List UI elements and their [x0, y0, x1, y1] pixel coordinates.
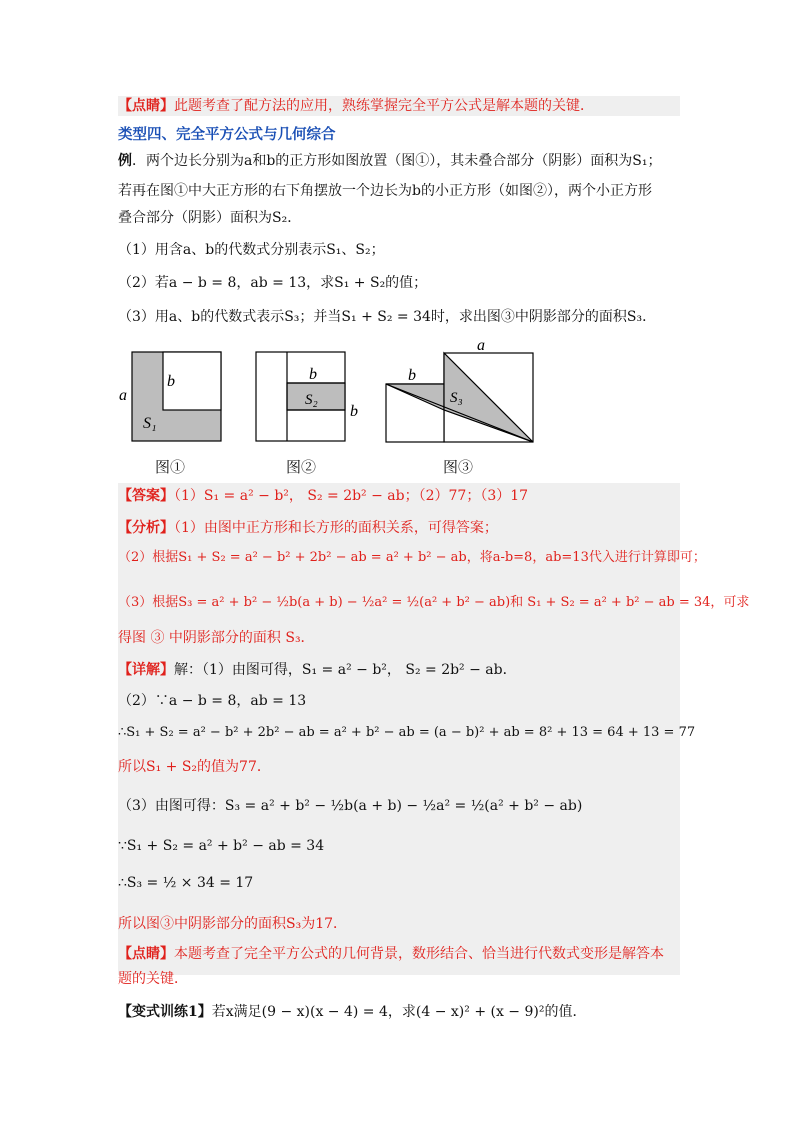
question-3: （3）用a、b的代数式表示S₃；并当S₁ + S₂ = 34时，求出图③中阴影部分的面积S₃． — [118, 309, 657, 325]
example-line-3: 叠合部分（阴影）面积为S₂． — [118, 210, 302, 226]
analysis-line-2: （2）根据S₁ + S₂ = a² − b² + 2b² − ab = a² + b² − ab，将a-b=8，ab=13代入进行计算即可； — [118, 550, 706, 565]
variant-tag: 【变式训练1】 — [118, 1004, 212, 1020]
answer-line — [118, 486, 528, 506]
fig2-label-s: S₂ — [305, 392, 318, 408]
fig2-label-b-right: b — [350, 403, 358, 420]
detail-line-4: 所以S₁ + S₂的值为77． — [118, 759, 271, 775]
answer-tag: 【答案】 — [118, 488, 174, 504]
figure-2 — [250, 348, 365, 448]
fig2-caption: 图② — [286, 458, 317, 476]
tip2-text-1: 本题考查了完全平方公式的几何背景，数形结合、恰当进行代数式变形是解答本 — [174, 946, 664, 962]
example-line-1 — [118, 151, 662, 171]
fig1-label-b: b — [167, 373, 175, 390]
tip2-line-1 — [118, 944, 664, 964]
detail-line-2: （2）∵a − b = 8，ab = 13 — [118, 693, 307, 709]
tip-box-1 — [118, 96, 680, 116]
fig1-label-a: a — [119, 387, 127, 404]
tip-text-1: 此题考查了配方法的应用，熟练掌握完全平方公式是解本题的关键． — [174, 98, 594, 114]
question-1: （1）用含a、b的代数式分别表示S₁、S₂； — [118, 242, 385, 258]
question-2: （2）若a − b = 8，ab = 13，求S₁ + S₂的值； — [118, 275, 428, 291]
detail-tag: 【详解】 — [118, 662, 174, 678]
fig2-label-b-top: b — [309, 366, 317, 383]
tip-tag-1: 【点睛】 — [118, 98, 174, 114]
figure-1 — [115, 348, 225, 448]
example-label: 例 — [118, 153, 132, 169]
answer-text: （1）S₁ = a² − b²， S₂ = 2b² − ab；（2）77；（3）17 — [174, 488, 529, 504]
detail-line-7: ∴S₃ = ½ × 34 = 17 — [118, 875, 254, 891]
tip2-line-2: 题的关键． — [118, 971, 188, 987]
analysis-tag: 【分析】 — [118, 520, 174, 536]
analysis-text-1: （1）由图中正方形和长方形的面积关系，可得答案； — [174, 520, 498, 536]
section-title: 类型四、完全平方公式与几何综合 — [118, 127, 336, 143]
variant-text: 若x满足(9 − x)(x − 4) = 4，求(4 − x)² + (x − 9)²的值． — [211, 1004, 587, 1020]
detail-line-6: ∵S₁ + S₂ = a² + b² − ab = 34 — [118, 838, 325, 854]
detail-line-1 — [118, 660, 517, 680]
figure-3 — [380, 336, 540, 448]
fig3-label-a: a — [477, 337, 485, 354]
analysis-line-1 — [118, 518, 498, 538]
fig3-label-b: b — [408, 367, 416, 384]
example-line-2: 若再在图①中大正方形的右下角摆放一个边长为b的小正方形（如图②），两个小正方形 — [118, 183, 652, 199]
detail-line-8: 所以图③中阴影部分的面积S₃为17． — [118, 916, 348, 932]
detail-line-5: （3）由图可得：S₃ = a² + b² − ½b(a + b) − ½a² = ½(a² + b² − ab) — [118, 798, 583, 814]
tip2-tag: 【点睛】 — [118, 946, 174, 962]
detail-line-3: ∴S₁ + S₂ = a² − b² + 2b² − ab = a² + b² − ab = (a − b)² + ab = 8² + 13 = 64 + 13 = 77 — [118, 725, 696, 740]
example-text-1: ．两个边长分别为a和b的正方形如图放置（图①），其未叠合部分（阴影）面积为S₁； — [132, 153, 662, 169]
variant-line — [118, 1002, 586, 1022]
fig3-caption: 图③ — [443, 458, 474, 476]
fig1-caption: 图① — [155, 458, 186, 476]
analysis-line-3: （3）根据S₃ = a² + b² − ½b(a + b) − ½a² = ½(a² + b² − ab)和 S₁ + S₂ = a² + b² − ab = 34，可求 — [118, 595, 750, 610]
fig1-label-s: S₁ — [143, 415, 157, 432]
fig3-label-s: S₃ — [450, 390, 463, 406]
detail-text-1: 解：（1）由图可得，S₁ = a² − b²， S₂ = 2b² − ab． — [174, 662, 517, 678]
analysis-line-4: 得图 ③ 中阴影部分的面积 S₃． — [118, 630, 315, 646]
